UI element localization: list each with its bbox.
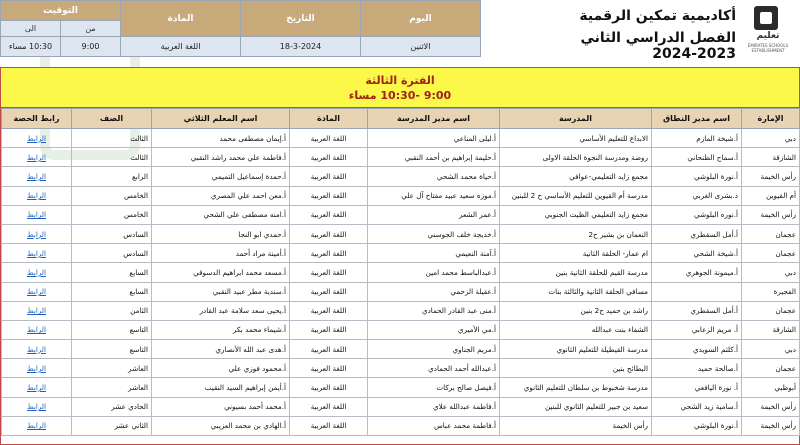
teacher-cell: أ.امنه مصطفى علي الشحي [152,205,290,224]
school-cell: الابداع للتعليم الأساسي [500,129,652,148]
grade-cell: العاشر [72,378,152,397]
area-manager-cell: أ.شيخة المازم [652,129,742,148]
subject-cell: اللغة العربية [290,320,368,339]
area-manager-cell: أ.ميمونة الجوهري [652,263,742,282]
school-cell: النعمان بن بشير ح2 [500,224,652,243]
subject-cell: اللغة العربية [290,186,368,205]
emirate-cell: رأس الخيمة [742,167,800,186]
teacher-cell: أ.الهادي بن محمد العزيبي [152,416,290,435]
table-row [2,378,800,397]
teacher-cell: أ.محمود فوزي علي [152,359,290,378]
subject-cell: اللغة العربية [290,359,368,378]
ministry-logo [744,4,792,54]
grade-cell: الرابع [72,167,152,186]
area-manager-cell: أ.شيخة الشحي [652,244,742,263]
session-info-table [0,0,481,57]
period-time: 9:00 -10:30 مساء [348,89,452,102]
subject-cell: اللغة العربية [290,205,368,224]
principal-cell: أ.آمنة النعيمي [368,244,500,263]
session-link[interactable]: الرابط [2,359,72,378]
school-cell: مجمع زايد التعليمي الظيت الجنوبي [500,205,652,224]
grade-cell: الحادي عشر [72,397,152,416]
session-link[interactable]: الرابط [2,205,72,224]
subject-cell: اللغة العربية [290,301,368,320]
principal-cell: أ.مريم الجناوي [368,340,500,359]
grade-cell: الثاني عشر [72,416,152,435]
school-cell: البطائح بنين [500,359,652,378]
teacher-cell: أ.سندية مطر عبيد النقبي [152,282,290,301]
grade-cell: السابع [72,282,152,301]
day-header: اليوم [361,1,481,37]
area-manager-cell: د.بشرى الغربي [652,186,742,205]
teacher-cell: أ.أيمن إبراهيم السيد النقيب [152,378,290,397]
grade-cell: الثامن [72,301,152,320]
principal-cell: أ.حليمة إبراهيم بن أحمد النقبي [368,148,500,167]
teacher-cell: أ.أمينة مراد أحمد [152,244,290,263]
date-header: التاريخ [241,1,361,37]
emirate-cell: عجمان [742,224,800,243]
teacher-cell: أ.محمد أحمد بسيوني [152,397,290,416]
grade-cell: الخامس [72,205,152,224]
timing-header: التوقيت [1,1,121,21]
subject-cell: اللغة العربية [290,244,368,263]
table-row [2,129,800,148]
teacher-cell: أ.حمدي ابو النجا [152,224,290,243]
area-manager-cell: أ.سماح الظنحاني [652,148,742,167]
principal-cell: أ.عمر الشعر [368,205,500,224]
school-cell: رأس الخيمة [500,416,652,435]
session-link[interactable]: الرابط [2,148,72,167]
area-manager-cell: أ. نورة اليافعي [652,378,742,397]
emirate-cell: الفجيرة [742,282,800,301]
school-cell: مسافي الحلقة الثانية والثالثة بنات [500,282,652,301]
school-cell: روضة ومدرسة النجوة الحلقة الاولى [500,148,652,167]
teacher-cell: أ.شيماء محمد بكر [152,320,290,339]
to-value: 10:30 مساء [1,37,61,57]
table-row [2,244,800,263]
area-manager-cell: أ.سامية زيد الشحي [652,397,742,416]
session-link[interactable]: الرابط [2,340,72,359]
school-cell: راشد بن حميد ح2 بنين [500,301,652,320]
table-header-row [2,109,800,129]
subject-cell: اللغة العربية [290,397,368,416]
school-cell: الشفاء بنت عبدالله [500,320,652,339]
subject-cell: اللغة العربية [290,263,368,282]
col-school: المدرسة [500,109,652,129]
teacher-cell: أ.إيمان مصطفى محمد [152,129,290,148]
grade-cell: السادس [72,244,152,263]
emirate-cell: رأس الخيمة [742,416,800,435]
grade-cell: الثالث [72,148,152,167]
principal-cell: أ.موزه سعيد عبيد مفتاح آل علي [368,186,500,205]
subject-cell: اللغة العربية [290,416,368,435]
principal-cell: أ.عبدالباسط محمد امين [368,263,500,282]
logo-name: تعليم [756,31,780,41]
area-manager-cell: أ.نورة البلوشي [652,416,742,435]
session-link[interactable]: الرابط [2,167,72,186]
emirate-cell: الشارقة [742,320,800,339]
table-row [2,167,800,186]
principal-cell: أ.فاطمة محمد عباس [368,416,500,435]
emirate-cell: رأس الخيمة [742,205,800,224]
session-link[interactable]: الرابط [2,263,72,282]
session-link[interactable]: الرابط [2,186,72,205]
logo-subtitle: EMIRATES SCHOOLS ESTABLISHMENT [747,43,789,53]
emirate-cell: أبوظبي [742,378,800,397]
subject-cell: اللغة العربية [290,282,368,301]
table-row [2,224,800,243]
col-emirate: الإمارة [742,109,800,129]
principal-cell: أ.فيصل صالح بركات [368,378,500,397]
col-link: رابط الحصة [2,109,72,129]
table-row [2,282,800,301]
principal-cell: أ.عقيلة الزحمي [368,282,500,301]
logo-icon [754,6,778,30]
principal-cell: أ.حياة محمد الشحي [368,167,500,186]
date-value: 18-3-2024 [241,37,361,57]
emirate-cell: أم القيوين [742,186,800,205]
teacher-cell: أ.مسعد محمد ابراهيم الدسوقي [152,263,290,282]
school-cell: مدرسة القيطيلة للتعليم الثانوي [500,340,652,359]
teacher-cell: أ.فاطمة علي محمد راشد النقبي [152,148,290,167]
session-link[interactable]: الرابط [2,397,72,416]
session-link[interactable]: الرابط [2,416,72,435]
subject-cell: اللغة العربية [290,224,368,243]
table-row [2,340,800,359]
subject-cell: اللغة العربية [290,378,368,397]
table-row [2,205,800,224]
area-manager-cell: أ.كلثم السويدي [652,340,742,359]
table-row [2,416,800,435]
area-manager-cell: أ.صالحة حميد [652,359,742,378]
emirate-cell: عجمان [742,301,800,320]
subject-cell: اللغة العربية [290,148,368,167]
academy-title: أكاديمية تمكين الرقمية [579,8,736,24]
from-value: 9:00 [61,37,121,57]
emirate-cell: الشارقة [742,148,800,167]
area-manager-cell: أ.نوره البلوشي [652,205,742,224]
area-manager-cell [652,282,742,301]
teacher-cell: أ.يحيى سعد سلامة عبد القادر [152,301,290,320]
emirate-cell: دبي [742,263,800,282]
col-area-manager: اسم مدير النطاق [652,109,742,129]
col-grade: الصف [72,109,152,129]
grade-cell: الخامس [72,186,152,205]
emirate-cell: دبي [742,340,800,359]
semester-title: الفصل الدراسي الثاني 2023-2024 [580,30,736,62]
grade-cell: التاسع [72,340,152,359]
area-manager-cell: أ.أمل السقطري [652,301,742,320]
teacher-cell: أ.حمدة إسماعيل التميمي [152,167,290,186]
period-title: الفترة الثالثة [365,74,435,87]
principal-cell: أ.ليلى المناعي [368,129,500,148]
area-manager-cell: أ. مريم الزعابي [652,320,742,339]
session-link[interactable]: الرابط [2,282,72,301]
schedule-table [1,108,800,436]
col-teacher: اسم المعلم الثلاثي [152,109,290,129]
schedule-panel [0,67,800,445]
principal-cell: أ.خديجة خلف الجوسني [368,224,500,243]
teacher-cell: أ.هدى عبد الله الأنصاري [152,340,290,359]
table-row [2,301,800,320]
emirate-cell: دبي [742,129,800,148]
principal-cell: أ.عبدالله أحمد الحمادي [368,359,500,378]
table-row [2,263,800,282]
table-row [2,186,800,205]
session-link[interactable]: الرابط [2,301,72,320]
emirate-cell: عجمان [742,244,800,263]
col-principal: اسم مدير المدرسة [368,109,500,129]
area-manager-cell: أ.أمل السقطري [652,224,742,243]
principal-cell: أ.منى عبد القادر الحمادي [368,301,500,320]
page-header [0,0,800,62]
grade-cell: التاسع [72,320,152,339]
school-cell: مدرسة شخبوط بن سلطان للتعليم الثانوي [500,378,652,397]
session-link[interactable]: الرابط [2,378,72,397]
school-cell: سعيد بن جبير للتعليم الثانوي للبنين [500,397,652,416]
school-cell: مدرسة أم القيوين للتعليم الأساسي ح 2 للبنين [500,186,652,205]
from-label: من [61,21,121,37]
principal-cell: أ.مي الأميري [368,320,500,339]
day-value: الاثنين [361,37,481,57]
table-row [2,320,800,339]
emirate-cell: رأس الخيمة [742,397,800,416]
col-subject: المادة [290,109,368,129]
to-label: الى [1,21,61,37]
subject-header: المادة [121,1,241,37]
session-link[interactable]: الرابط [2,244,72,263]
subject-value: اللغة العربية [121,37,241,57]
subject-cell: اللغة العربية [290,340,368,359]
school-cell: مجمع زايد التعليمي-عوافي [500,167,652,186]
session-link[interactable]: الرابط [2,224,72,243]
table-row [2,359,800,378]
period-banner [1,68,799,108]
subject-cell: اللغة العربية [290,167,368,186]
session-link[interactable]: الرابط [2,129,72,148]
grade-cell: السادس [72,224,152,243]
grade-cell: السابع [72,263,152,282]
subject-cell: اللغة العربية [290,129,368,148]
grade-cell: العاشر [72,359,152,378]
table-row [2,397,800,416]
school-cell: مدرسة القيم للحلقة الثانية بنين [500,263,652,282]
school-cell: ام عمار- الحلقة الثانية [500,244,652,263]
principal-cell: أ.فاطمة عبدالله علاي [368,397,500,416]
teacher-cell: أ.معن احمد علي المصري [152,186,290,205]
emirate-cell: عجمان [742,359,800,378]
session-link[interactable]: الرابط [2,320,72,339]
grade-cell: الثالث [72,129,152,148]
table-row [2,148,800,167]
area-manager-cell: أ.نورة البلوشي [652,167,742,186]
